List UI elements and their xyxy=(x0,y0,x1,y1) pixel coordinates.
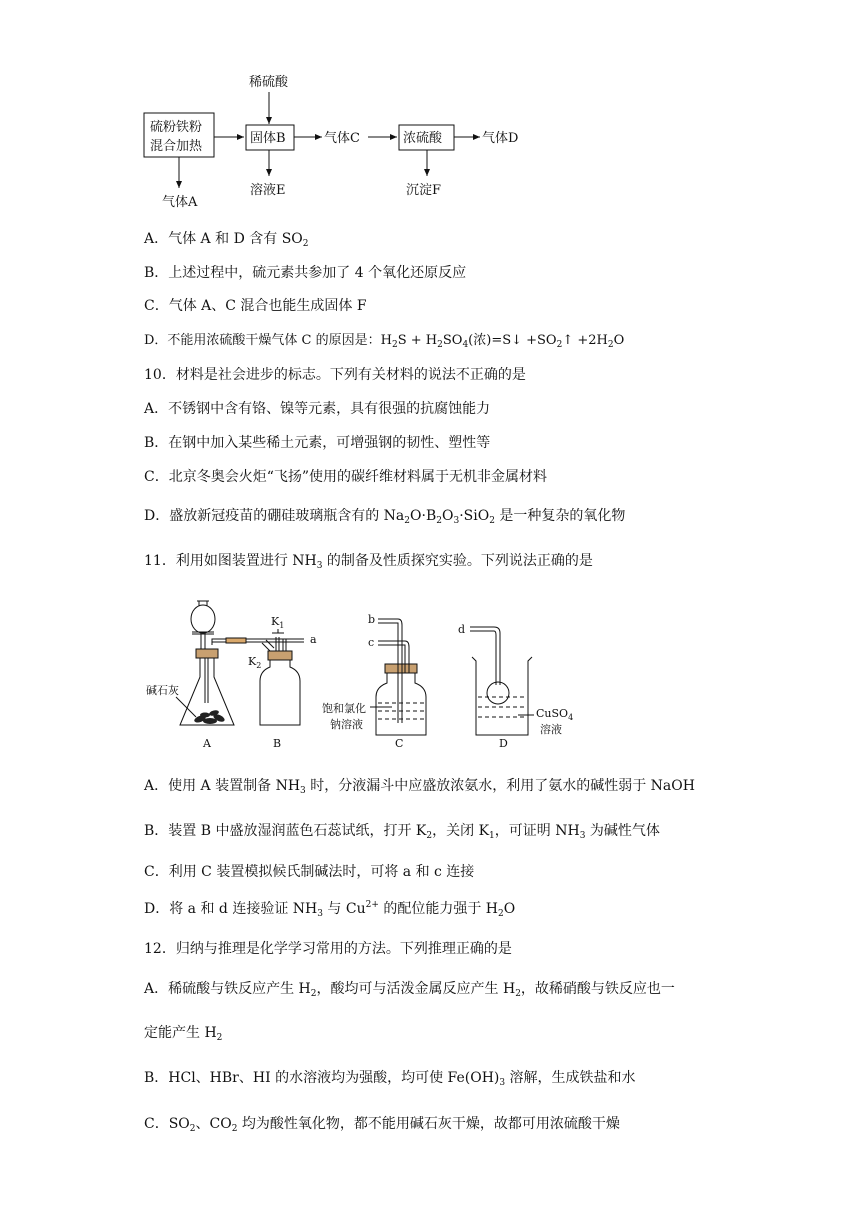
q10-option-a: A．不锈钢中含有铬、镍等元素，具有很强的抗腐蚀能力 xyxy=(144,401,491,417)
q11-option-a: A．使用 A 装置制备 $NH_3$ 时，分液漏斗中应盛放浓氨水，利用了氨水的碱性弱于 NaOH xyxy=(144,778,695,796)
flow-box3-label: 浓硫酸 xyxy=(403,131,443,146)
label-cuso4-1: CuSO$_4$ xyxy=(536,707,574,722)
liquid-c xyxy=(378,703,424,719)
q9-option-d: D．不能用浓硫酸干燥气体 C 的原因是：$H_2S + H_2SO_4$(浓)=S↓ $+SO_2↑ +2H_2O$ xyxy=(144,333,625,350)
tube-d xyxy=(470,627,500,685)
label-soda-lime: 碱石灰 xyxy=(146,684,179,697)
bottle-c xyxy=(376,673,426,735)
q12-option-a-line1: A．稀硫酸与铁反应产生 $H_2$，酸均可与活泼金属反应产生 $H_2$，故稀硝酸与铁反应也一 xyxy=(144,981,675,999)
label-nacl-1: 饱和氯化 xyxy=(322,702,366,715)
flow-box1-line1: 硫粉铁粉 xyxy=(150,120,203,135)
label-port-d: d xyxy=(458,623,466,636)
flow-solution-e: 溶液E xyxy=(250,183,286,198)
flask-a-stopper xyxy=(196,649,218,658)
label-port-b: b xyxy=(368,613,376,626)
bottle-b xyxy=(260,660,300,725)
funnel-bulb xyxy=(191,605,215,633)
label-app-c: C xyxy=(395,737,404,750)
label-k1: $K_1$ xyxy=(271,615,285,630)
q11-stem: 11．利用如图装置进行 $NH_3$ 的制备及性质探究实验。下列说法正确的是 xyxy=(144,553,593,571)
q10-option-c: C．北京冬奥会火炬“飞扬”使用的碳纤维材料属于无机非金属材料 xyxy=(144,469,548,485)
q9-option-c: C．气体 A、C 混合也能生成固体 F xyxy=(144,298,367,314)
q12-option-b: B．HCl、HBr、HI 的水溶液均为强酸，均可使 $Fe(OH)_3$ 溶解，生成铁盐和水 xyxy=(144,1070,636,1088)
flow-chart xyxy=(0,0,860,215)
flow-gas-d: 气体D xyxy=(482,131,519,146)
bottle-b-stopper xyxy=(268,651,292,660)
q10-stem: 10．材料是社会进步的标志。下列有关材料的说法不正确的是 xyxy=(144,367,526,383)
q10-option-d: D．盛放新冠疫苗的硼硅玻璃瓶含有的 $Na_2O\cdot B_2O_3\cdot SiO_2$ 是一种复杂的氧化物 xyxy=(144,508,626,526)
label-nacl-2: 钠溶液 xyxy=(330,718,363,731)
flask-a-inner-tube xyxy=(205,658,208,703)
label-port-c: c xyxy=(368,636,375,649)
q11-option-b: B．装置 B 中盛放湿润蓝色石蕊试纸，打开 $K_2$，关闭 $K_1$，可证明 $NH_3$ 为碱性气体 xyxy=(144,823,660,841)
soda-lime-solid xyxy=(193,709,225,724)
soda-lime-pointer xyxy=(176,697,196,717)
flow-precip-f: 沉淀F xyxy=(406,183,442,198)
flow-gas-a: 气体A xyxy=(162,195,198,210)
rubber-joint xyxy=(226,638,246,643)
flow-box2-label: 固体B xyxy=(250,131,286,146)
label-k2: $K_2$ xyxy=(248,655,262,670)
q12-option-c: C．$SO_2$、$CO_2$ 均为酸性氧化物，都不能用碱石灰干燥，故都可用浓硫酸干燥 xyxy=(144,1116,620,1134)
q11-option-d: D．将 a 和 d 连接验证 $NH_3$ 与 $Cu^{2+}$ 的配位能力强于 $H_2O$ xyxy=(144,900,516,919)
q9-option-b: B．上述过程中，硫元素共参加了 4 个氧化还原反应 xyxy=(144,265,467,281)
apparatus-figure xyxy=(0,585,860,755)
flow-gas-c: 气体C xyxy=(324,131,360,146)
bottle-c-stopper xyxy=(385,664,417,673)
label-app-a: A xyxy=(203,737,211,750)
beaker-d xyxy=(472,657,532,735)
q12-option-a-line2: 定能产生 $H_2$ xyxy=(144,1025,223,1043)
label-cuso4-2: 溶液 xyxy=(540,723,562,736)
flow-top-label: 稀硫酸 xyxy=(249,75,289,90)
label-app-d: D xyxy=(499,737,508,750)
label-port-a: a xyxy=(310,633,317,646)
q9-option-a: A．气体 A 和 D 含有 $SO_2$ xyxy=(144,231,309,249)
q11-option-c: C．利用 C 装置模拟候氏制碱法时，可将 a 和 c 连接 xyxy=(144,864,475,880)
flow-box1-line2: 混合加热 xyxy=(150,139,203,154)
q10-option-b: B．在钢中加入某些稀土元素，可增强钢的韧性、塑性等 xyxy=(144,435,491,451)
liquid-d xyxy=(478,697,526,717)
bulb-d xyxy=(487,682,509,704)
q12-stem: 12．归纳与推理是化学学习常用的方法。下列推理正确的是 xyxy=(144,941,512,957)
label-app-b: B xyxy=(273,737,282,750)
